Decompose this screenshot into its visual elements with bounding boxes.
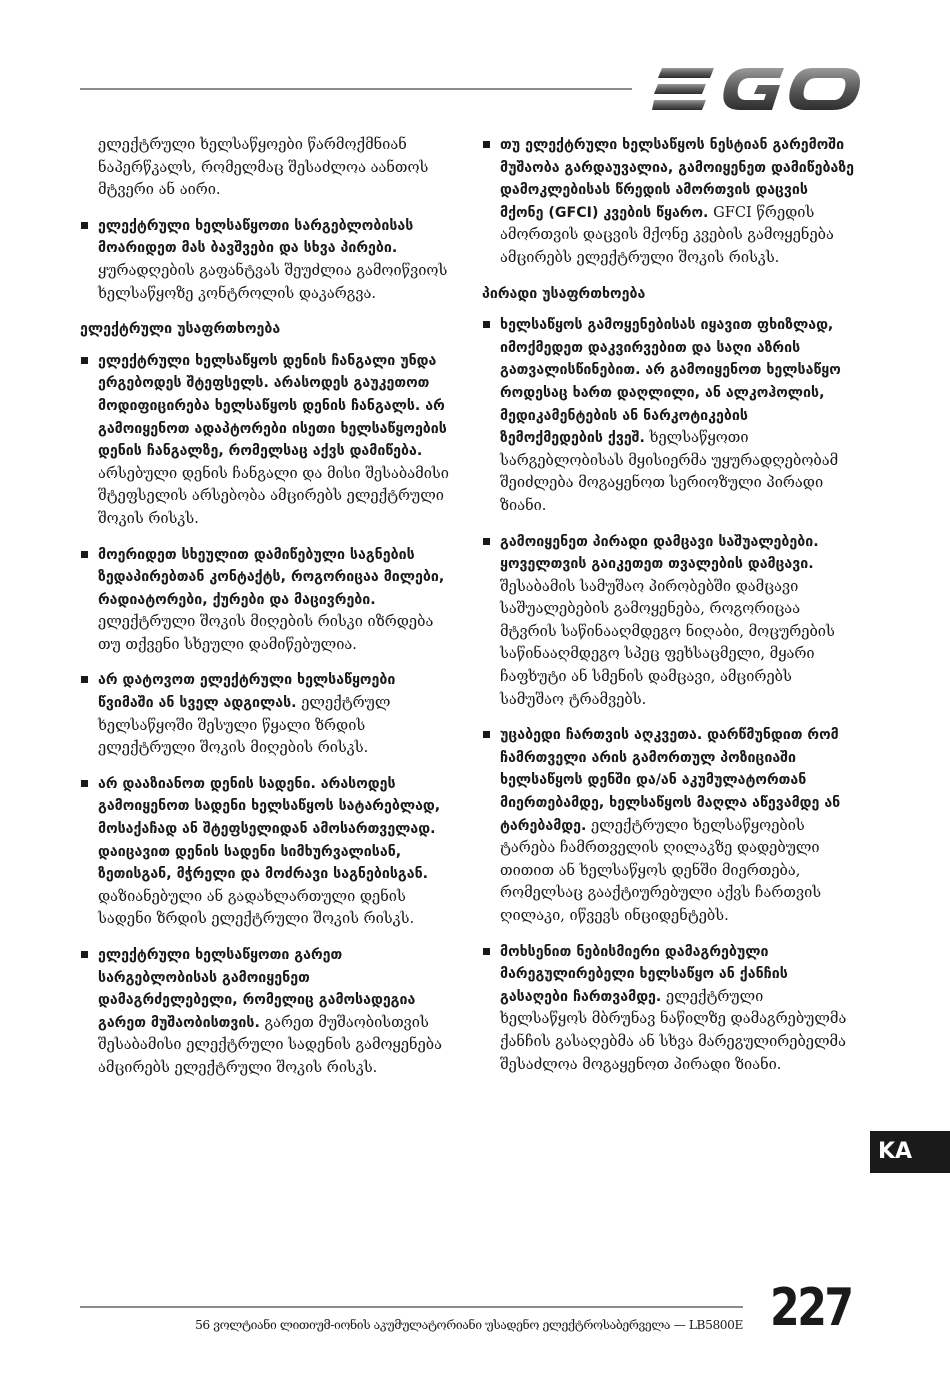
item-bold-text: მოხსენით ნებისმიერი დამაგრებული მარეგულირებელი ხელსაწყო ან ქანჩის გასაღები ჩართვამდე. xyxy=(500,943,788,1005)
bullet-square-icon xyxy=(81,551,88,558)
ego-logo xyxy=(652,66,862,112)
list-item xyxy=(482,314,854,517)
item-bold-text: უცაბედი ჩართვის აღკვეთა. დარწმუნდით რომ ჩამრთველი არის გამორთულ პოზიციაში ხელსაწყოს დენში და/ან აკუმულატორთან მიერთებამდე, ხელსაწყოს მაღლა აწევამდე ან ტარებამდე. xyxy=(500,727,841,834)
right-column xyxy=(482,134,854,1089)
list-item xyxy=(80,669,452,759)
section-heading-personal-safety: პირადი უსაფრთხოება xyxy=(482,285,646,302)
bullet-square-icon xyxy=(483,321,490,328)
bullet-square-icon xyxy=(81,222,88,229)
bullet-square-icon xyxy=(81,780,88,787)
section-heading-electrical-safety: ელექტრული უსაფრთხოება xyxy=(80,321,281,338)
item-normal-text: დაზიანებული ან გადახლართული დენის სადენი ზრდის ელექტრული შოკის რისკს. xyxy=(98,887,415,928)
item-normal-text: შესაბამის სამუშაო პირობებში დამცავი საშუალებების გამოყენება, როგორიცაა მტვრის საწინააღმდეგო ნიღაბი, მოცურების საწინააღმდეგო სპეც ფეხსაცმელი, მყარი ჩაფხუტი ან სმენის დამცავი, ამცირებს სამუშაო ტრამვებს. xyxy=(500,577,835,708)
item-normal-text: ელექტრული შოკის მიღების რისკი იზრდება თუ თქვენი სხეული დამიწებულია. xyxy=(98,613,434,653)
left-column xyxy=(80,134,452,1093)
item-bold-text: თუ ელექტრული ხელსაწყოს ნესტიან გარემოში მუშაობა გარდაუვალია, გამოიყენეთ დამიწებაზე დამოკლებისას წრედის ამორთვის დაცვის მქონე (GFCI) კვების წყარო. xyxy=(500,137,855,221)
header-rule xyxy=(80,88,632,90)
item-normal-text: გარეთ მუშაობისთვის შესაბამისი ელექტრული სადენის გამოყენება ამცირებს ელექტრული შოკის რისკს. xyxy=(98,1013,443,1076)
page-number: 227 xyxy=(770,1278,852,1338)
list-item xyxy=(80,773,452,931)
continued-paragraph: ელექტრული ხელსაწყოები წარმოქმნიან ნაპერწკალს, რომელმაც შესაძლოა აანთოს მტვერი ან აირი. xyxy=(98,136,429,199)
item-bold-text: არ დააზიანოთ დენის სადენი. არასოდეს გამოიყენოთ სადენი ხელსაწყოს სატარებლად, მოსაქაჩად ან შტეფსელიდან ამოსართველად. დაიცავით დენის სადენი სიმხურვალისან, ზეთისგან, მჭრელი და მოძრავი საგნებისგან. xyxy=(98,775,441,883)
bullet-square-icon xyxy=(483,948,490,955)
list-item xyxy=(80,944,452,1080)
item-bold-text: არ დატოვოთ ელექტრული ხელსაწყოები წვიმაში ან სველ ადგილას. xyxy=(98,672,396,712)
bullet-square-icon xyxy=(81,357,88,364)
item-bold-text: გამოიყენეთ პირადი დამცავი საშუალებები. ყოველთვის გაიკეთეთ თვალების დამცავი. xyxy=(500,533,819,573)
item-normal-text: ელექტრული ხელსაწყოების ტარება ჩამრთველის ღილაკზე დადებული თითით ან ხელსაწყოს დენში მიერთება, რომელსაც გააქტიურებული აქვს ჩართვის ღილაკი, იწვევს ინციდენტებს. xyxy=(500,816,822,924)
item-bold-text: ელექტრული ხელსაწყოს დენის ჩანგალი უნდა ერგებოდეს შტეფსელს. არასოდეს გაუკეთოთ მოდიფიცირება ხელსაწყოს დენის ჩანგალს. არ გამოიყენოთ ადაპტორები ისეთი ხელსაწყოების დენის ჩანგალზე, რომელსაც აქვს დამიწება. xyxy=(98,352,447,460)
language-tab: KA xyxy=(870,1131,950,1173)
item-normal-text: ელექტრული ხელსაწყოს მბრუნავ ნაწილზე დამაგრებულმა ქანჩის გასაღებმა ან სხვა მარეგულირებელმა შესაძლოა მოგაყენოთ პირადი ზიანი. xyxy=(500,987,847,1073)
list-item xyxy=(482,724,854,927)
list-item xyxy=(80,544,452,657)
item-bold-text: ხელსაწყოს გამოყენებისას იყავით ფხიზლად, იმოქმედეთ დაკვირვებით და საღი აზრის გათვალისწინებით. არ გამოიყენოთ ხელსაწყო როდესაც ხართ დაღლილი, ან ალკოჰოლის, მედიკამენტების ან ნარკოტიკების ზემოქმედების ქვეშ. xyxy=(500,317,841,447)
list-item xyxy=(482,134,854,270)
bullet-square-icon xyxy=(483,731,490,738)
list-item xyxy=(482,531,854,712)
item-bold-text: მოერიდეთ სხეულით დამიწებული საგნების ზედაპირებთან კონტაქტს, როგორიცაა მილები, რადიატორები, ქურები და მაცივრები. xyxy=(98,546,445,608)
bullet-square-icon xyxy=(483,538,490,545)
list-item xyxy=(80,215,452,305)
bullet-square-icon xyxy=(81,676,88,683)
list-item xyxy=(80,350,452,531)
bullet-square-icon xyxy=(483,141,490,148)
item-normal-text: ყურადღების გაფანტვას შეუძლია გამოიწვიოს ხელსაწყოზე კონტროლის დაკარგვა. xyxy=(98,261,448,302)
item-bold-text: ელექტრული ხელსაწყოთი გარეთ სარგებლობისას გამოიყენეთ დამაგრძელებელი, რომელიც გამოსადეგია გარეთ მუშაობისთვის. xyxy=(98,947,416,1031)
item-normal-text: GFCI წრედის ამორთვის დაცვის მქონე კვების გამოყენება ამცირებს ელექტრული შოკის რისკს. xyxy=(500,203,834,266)
item-normal-text: ელექტრულ ხელსაწყოში შესული წყალი ზრდის ელექტრული შოკის მიღების რისკს. xyxy=(98,694,391,757)
item-bold-text: ელექტრული ხელსაწყოთი სარგებლობისას მოარიდეთ მას ბავშვები და სხვა პირები. xyxy=(98,217,414,257)
bullet-square-icon xyxy=(81,951,88,958)
footer-product-title: 56 ვოლტიანი ლითიუმ-იონის აკუმულატორიანი უსადენო ელექტროსაბერველა — LB5800E xyxy=(195,1318,743,1332)
list-item xyxy=(482,941,854,1077)
item-normal-text: ხელსაწყოთი სარგებლობისას მყისიერმა უყურადღებობამ შეიძლება მოგაყენოთ სერიოზული პირადი ზიანი. xyxy=(500,429,839,514)
footer-rule xyxy=(80,1306,743,1308)
item-normal-text: არსებული დენის ჩანგალი და მისი შესაბამისი შტეფსელის არსებობა ამცირებს ელექტრული შოკის რისკს. xyxy=(98,464,449,527)
